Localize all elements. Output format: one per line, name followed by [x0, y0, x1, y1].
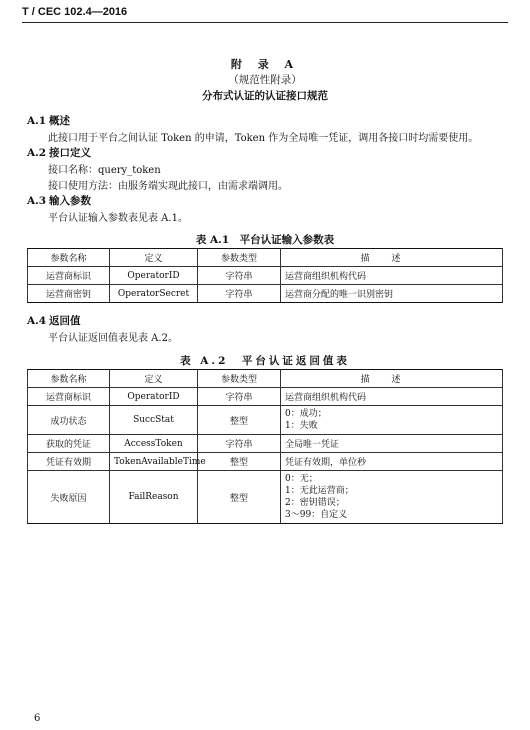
section-paragraph: 平台认证输入参数表见表 A.1。: [48, 213, 188, 224]
table-cell: SuccStat: [110, 406, 198, 435]
table-cell: 字符串: [198, 285, 281, 303]
table-header-row: [28, 370, 503, 388]
table-row: [28, 435, 503, 453]
section-heading-a2: [27, 145, 91, 160]
description-line: 1：无此运营商；: [285, 486, 354, 496]
table-cell: 凭证有效期: [28, 453, 110, 471]
table-cell: 运营商组织机构代码: [281, 388, 503, 406]
table-cell: 失败原因: [28, 471, 110, 524]
description-line: 0：成功；: [285, 409, 327, 419]
column-header: 参数类型: [198, 370, 281, 388]
table-a1: [27, 248, 503, 303]
table-cell: 运营商分配的唯一识别密钥: [281, 285, 503, 303]
section-paragraph: 平台认证返回值表见表 A.2。: [48, 333, 178, 344]
section-number: A.3: [27, 195, 47, 207]
column-header: 参数类型: [198, 249, 281, 267]
table-cell: OperatorID: [110, 388, 198, 406]
section-title: 输入参数: [49, 195, 91, 207]
section-paragraph: 接口使用方法：由服务端实现此接口，由需求端调用。: [48, 181, 288, 192]
table-cell: [281, 406, 503, 435]
table-header-row: [28, 249, 503, 267]
section-heading-a3: [27, 193, 91, 208]
table-cell: OperatorID: [110, 267, 198, 285]
column-header: 参数名称: [28, 249, 110, 267]
column-header: 描述: [281, 249, 503, 267]
table-cell: 字符串: [198, 267, 281, 285]
section-number: A.4: [27, 315, 47, 327]
table-cell: 获取的凭证: [28, 435, 110, 453]
table-cell: 运营商标识: [28, 267, 110, 285]
table-cell: OperatorSecret: [110, 285, 198, 303]
description-line: 3～99：自定义: [285, 510, 348, 520]
table-cell: 凭证有效期，单位秒: [281, 453, 503, 471]
description-line: 0：无；: [285, 474, 318, 484]
table-cell: 整型: [198, 406, 281, 435]
table-row: [28, 471, 503, 524]
column-header: 描述: [281, 370, 503, 388]
table-cell: 运营商密钥: [28, 285, 110, 303]
header-rule: [22, 22, 508, 23]
appendix-note: （规范性附录）: [228, 74, 302, 86]
table-cell: 整型: [198, 471, 281, 524]
table-cell: 整型: [198, 453, 281, 471]
table-cell: FailReason: [110, 471, 198, 524]
appendix-title: 附 录 A: [230, 58, 300, 71]
section-title: 返回值: [49, 315, 81, 327]
section-heading-a4: [27, 313, 81, 328]
section-paragraph: 此接口用于平台之间认证 Token 的申请，Token 作为全局唯一凭证，调用各接口时均需要使用。: [48, 133, 479, 144]
section-number: A.1: [27, 115, 47, 127]
section-title: 接口定义: [49, 147, 91, 159]
table-cell: 成功状态: [28, 406, 110, 435]
column-header: 定义: [110, 249, 198, 267]
table-a2-caption: 表 A.2 平台认证返回值表: [180, 355, 350, 367]
section-title: 概述: [49, 115, 70, 127]
table-cell: 字符串: [198, 388, 281, 406]
table-row: [28, 388, 503, 406]
column-header: 定义: [110, 370, 198, 388]
section-number: A.2: [27, 147, 47, 159]
section-paragraph: 接口名称：query_token: [48, 165, 161, 176]
table-cell: AccessToken: [110, 435, 198, 453]
table-row: [28, 453, 503, 471]
table-cell: 运营商组织机构代码: [281, 267, 503, 285]
table-a1-caption: 表 A.1 平台认证输入参数表: [195, 234, 335, 246]
description-line: 1：失败: [285, 421, 318, 431]
table-cell: 运营商标识: [28, 388, 110, 406]
table-cell: [281, 471, 503, 524]
appendix-subject: 分布式认证的认证接口规范: [202, 90, 328, 102]
table-row: [28, 285, 503, 303]
table-cell: TokenAvailableTime: [110, 453, 198, 471]
table-cell: 全局唯一凭证: [281, 435, 503, 453]
standard-number: T / CEC 102.4—2016: [22, 6, 128, 18]
table-cell: 字符串: [198, 435, 281, 453]
section-heading-a1: [27, 113, 70, 128]
table-a2: [27, 369, 503, 524]
page-number: 6: [34, 713, 41, 724]
description-line: 2：密钥错误；: [285, 498, 345, 508]
column-header: 参数名称: [28, 370, 110, 388]
table-row: [28, 267, 503, 285]
table-row: [28, 406, 503, 435]
